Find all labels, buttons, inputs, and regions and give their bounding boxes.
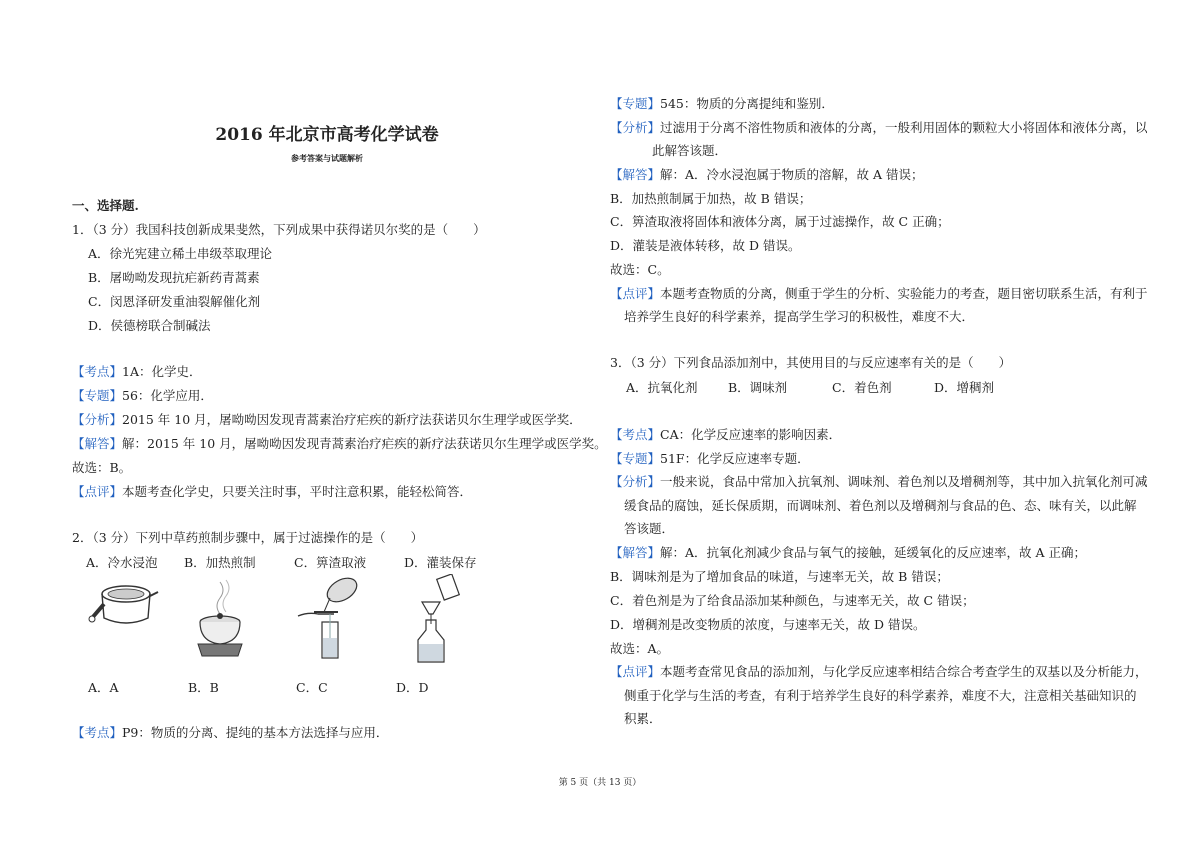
q3-option-b: B．调味剂: [728, 380, 788, 395]
q3-fenxi-text-2: 缓食品的腐蚀，延长保质期，而调味剂、着色剂以及增稠剂与食品的色、态、味有关，以此解: [624, 498, 1137, 513]
q3-zhuanti-text: 51F：化学反应速率专题．: [660, 451, 810, 466]
q1-option-a: A．徐光宪建立稀土串级萃取理论: [88, 246, 273, 261]
q3-kaodian: [610, 427, 841, 443]
q1-fenxi-text: 2015 年 10 月，屠呦呦因发现青蒿素治疗疟疾的新疗法获诺贝尔生理学或医学奖．: [122, 412, 582, 427]
q2-jieda-tag: 【解答】: [610, 167, 661, 182]
q2-jieda-text-3: C．箅渣取液将固体和液体分离，属于过滤操作，故 C 正确；: [610, 214, 950, 229]
q2-jieda-text-2: B．加热煎制属于加热，故 B 错误；: [610, 191, 812, 206]
q1-fenxi: [72, 412, 582, 428]
q2-option-d: D．灌装保存: [404, 555, 477, 570]
q3-zhuanti-tag: 【专题】: [610, 451, 661, 466]
q2-jieda: [610, 167, 924, 183]
bottling-figure: [408, 574, 468, 666]
q2-option-c: C．箅渣取液: [294, 555, 367, 570]
heating-pot-figure: [190, 578, 250, 662]
q2-dianping-text-1: 本题考查物质的分离，侧重于学生的分析、实验能力的考查，题目密切联系生活，有利于: [660, 286, 1148, 301]
document-subtitle: 参考答案与试题解析: [291, 153, 363, 163]
q3-jieda: [610, 545, 1086, 561]
q3-jieda-text-4: D．增稠剂是改变物质的浓度，与速率无关，故 D 错误。: [610, 617, 926, 632]
q2-fenxi-text-1: 过滤用于分离不溶性物质和液体的分离，一般利用固体的颗粒大小将固体和液体分离，以: [660, 120, 1148, 135]
q2-kaodian: [72, 725, 388, 741]
document-title: 2016 年北京市高考化学试卷: [215, 125, 439, 145]
q2-figure-label-d: D．D: [396, 680, 429, 695]
q3-answer: 故选：A。: [610, 641, 670, 656]
q1-option-c: C．闵恩泽研发重油裂解催化剂: [88, 294, 261, 309]
q3-dianping-text-2: 侧重于化学与生活的考查，有利于培养学生良好的科学素养，难度不大，注意相关基础知识的: [624, 688, 1137, 703]
q1-kaodian: [72, 364, 202, 380]
q2-option-b: B．加热煎制: [184, 555, 256, 570]
q2-kaodian-tag: 【考点】: [72, 725, 123, 740]
q1-dianping-tag: 【点评】: [72, 484, 123, 499]
q2-jieda-text-1: 解：A．冷水浸泡属于物质的溶解，故 A 错误；: [660, 167, 924, 182]
q3-dianping-text-3: 积累．: [624, 711, 662, 726]
q2-figure-label-a: A．A: [88, 680, 119, 695]
q2-zhuanti-tag: 【专题】: [610, 96, 661, 111]
q2-fenxi-tag: 【分析】: [610, 120, 661, 135]
q3-jieda-tag: 【解答】: [610, 545, 661, 560]
q3-fenxi-text-3: 答该题．: [624, 521, 675, 536]
q2-dianping: [610, 286, 1148, 302]
q3-fenxi: [610, 474, 1148, 490]
q2-zhuanti-text: 545：物质的分离提纯和鉴别．: [660, 96, 834, 111]
q3-jieda-text-2: B．调味剂是为了增加食品的味道，与速率无关，故 B 错误；: [610, 569, 949, 584]
q3-dianping-text-1: 本题考查常见食品的添加剂，与化学反应速率相结合综合考查学生的双基以及分析能力，: [660, 664, 1148, 679]
q2-jieda-text-4: D．灌装是液体转移，故 D 错误。: [610, 238, 801, 253]
q3-zhuanti: [610, 451, 810, 467]
q3-fenxi-text-1: 一般来说，食品中常加入抗氧剂、调味剂、着色剂以及增稠剂等，其中加入抗氧化剂可减: [660, 474, 1148, 489]
q1-zhuanti-text: 56：化学应用．: [122, 388, 213, 403]
q1-dianping-text: 本题考查化学史，只要关注时事，平时注意积累，能轻松简答．: [122, 484, 473, 499]
q3-stem: 3．（3 分）下列食品添加剂中，其使用目的与反应速率有关的是（ ）: [610, 355, 1012, 370]
q1-jieda-tag: 【解答】: [72, 436, 123, 451]
q3-option-d: D．增稠剂: [934, 380, 995, 395]
q2-fenxi: [610, 120, 1148, 136]
q2-figure-label-b: B．B: [188, 680, 219, 695]
q3-kaodian-tag: 【考点】: [610, 427, 661, 442]
q2-option-a: A．冷水浸泡: [86, 555, 158, 570]
section-heading: 一、选择题.: [72, 198, 139, 213]
q2-dianping-tag: 【点评】: [610, 286, 661, 301]
q2-kaodian-text: P9：物质的分离、提纯的基本方法选择与应用．: [122, 725, 389, 740]
q1-fenxi-tag: 【分析】: [72, 412, 123, 427]
page-footer: 第 5 页（共 13 页）: [558, 778, 642, 788]
q3-dianping: [610, 664, 1148, 680]
q3-dianping-tag: 【点评】: [610, 664, 661, 679]
q1-zhuanti-tag: 【专题】: [72, 388, 123, 403]
q1-kaodian-tag: 【考点】: [72, 364, 123, 379]
q1-option-d: D．侯德榜联合制碱法: [88, 318, 211, 333]
q1-kaodian-text: 1A：化学史．: [122, 364, 202, 379]
q1-stem: 1．（3 分）我国科技创新成果斐然，下列成果中获得诺贝尔奖的是（ ）: [72, 222, 486, 237]
q1-zhuanti: [72, 388, 213, 404]
q2-fenxi-text-2: 此解答该题．: [652, 143, 728, 158]
q1-jieda-text: 解：2015 年 10 月，屠呦呦因发现青蒿素治疗疟疾的新疗法获诺贝尔生理学或医学奖。: [122, 436, 607, 451]
q2-stem: 2．（3 分）下列中草药煎制步骤中，属于过滤操作的是（ ）: [72, 530, 424, 545]
q1-jieda: [72, 436, 607, 452]
q3-jieda-text-1: 解：A．抗氧化剂减少食品与氧气的接触，延缓氧化的反应速率，故 A 正确；: [660, 545, 1087, 560]
q1-dianping: [72, 484, 472, 500]
q2-zhuanti: [610, 96, 834, 112]
q3-fenxi-tag: 【分析】: [610, 474, 661, 489]
q3-option-c: C．着色剂: [832, 380, 892, 395]
q3-kaodian-text: CA：化学反应速率的影响因素．: [660, 427, 842, 442]
q3-jieda-text-3: C．着色剂是为了给食品添加某种颜色，与速率无关，故 C 错误；: [610, 593, 975, 608]
straining-figure: [294, 572, 364, 664]
q2-figure-label-c: C．C: [296, 680, 328, 695]
soaking-pot-figure: [86, 576, 166, 636]
q1-answer: 故选：B。: [72, 460, 132, 475]
q2-answer: 故选：C。: [610, 262, 670, 277]
q2-dianping-text-2: 培养学生良好的科学素养，提高学生学习的积极性，难度不大．: [624, 309, 975, 324]
q1-option-b: B．屠呦呦发现抗疟新药青蒿素: [88, 270, 260, 285]
q3-option-a: A．抗氧化剂: [626, 380, 698, 395]
